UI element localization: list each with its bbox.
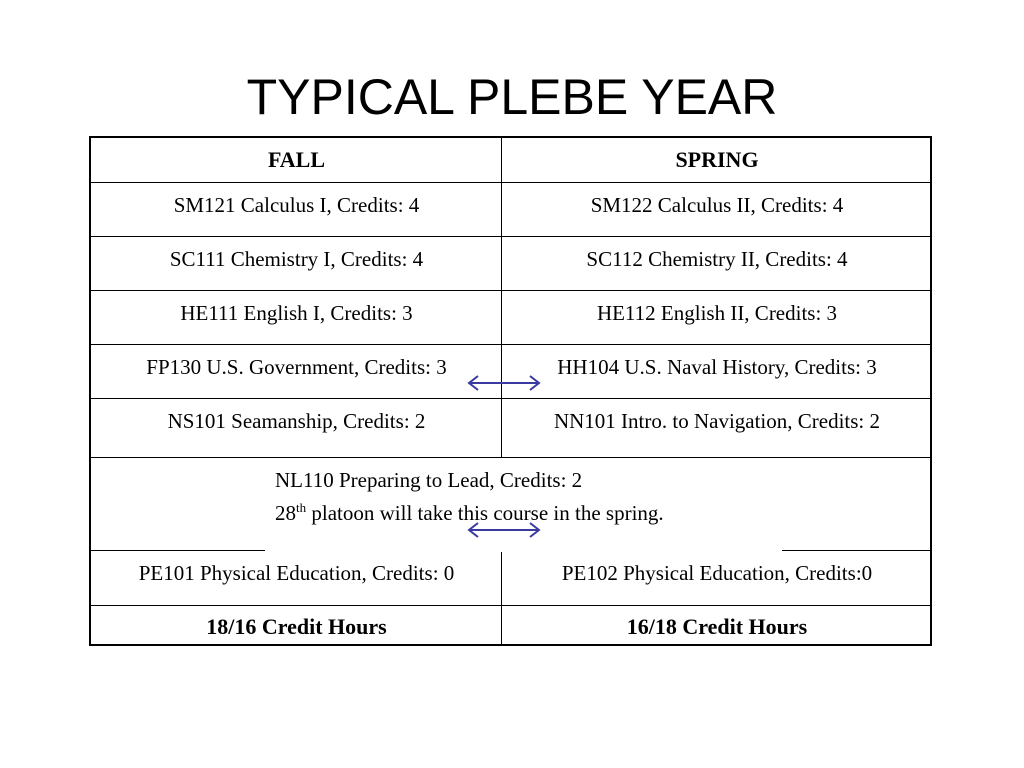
shared-course-note: 28th platoon will take this course in the spring. [275,500,664,525]
column-divider [501,550,502,644]
spring-header: SPRING [675,147,759,172]
spring-course-cell: PE102 Physical Education, Credits:0 [561,561,873,585]
shared-course-title: NL110 Preparing to Lead, Credits: 2 [275,468,583,492]
totals-row [91,606,930,644]
fall-total-cell: 18/16 Credit Hours [206,614,387,639]
fall-header: FALL [267,147,326,172]
fall-course-cell: PE101 Physical Education, Credits: 0 [138,561,455,585]
swap-arrow-icon [466,521,542,539]
fall-course-cell: NS101 Seamanship, Credits: 2 [167,409,426,433]
swap-arrow-icon [466,374,542,392]
spring-course-cell: HE112 English II, Credits: 3 [596,301,838,325]
fall-course-cell: SM121 Calculus I, Credits: 4 [173,193,420,217]
column-divider [501,138,502,458]
table-row [91,551,930,605]
table-row [91,237,930,290]
spring-total-cell: 16/18 Credit Hours [626,614,808,639]
spring-course-cell: SM122 Calculus II, Credits: 4 [590,193,844,217]
table-row [91,291,930,344]
fall-course-cell: SC111 Chemistry I, Credits: 4 [169,247,424,271]
spring-course-cell: HH104 U.S. Naval History, Credits: 3 [557,355,877,379]
fall-course-cell: HE111 English I, Credits: 3 [180,301,413,325]
spring-course-cell: NN101 Intro. to Navigation, Credits: 2 [553,409,881,433]
header-row [91,138,930,182]
fall-course-cell: FP130 U.S. Government, Credits: 3 [146,355,447,379]
spring-course-cell: SC112 Chemistry II, Credits: 4 [586,247,848,271]
page-title: TYPICAL PLEBE YEAR [246,69,778,125]
table-row [91,399,930,457]
table-row [91,183,930,236]
